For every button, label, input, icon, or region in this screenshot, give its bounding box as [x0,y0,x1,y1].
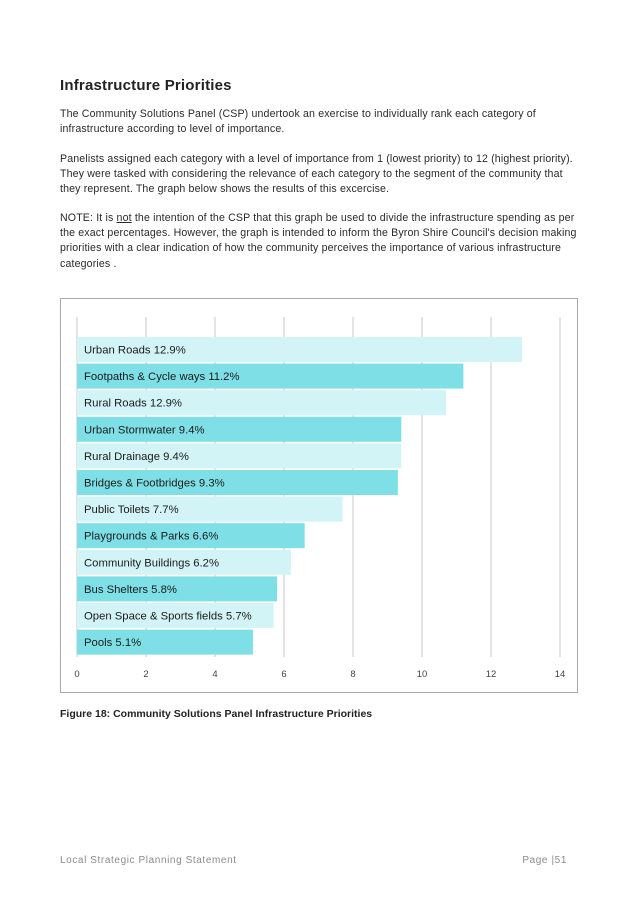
bar-label: Bridges & Footbridges 9.3% [84,477,225,490]
bar-label: Pools 5.1% [84,637,142,650]
bar-label: Public Toilets 7.7% [84,504,179,517]
bar-label: Playgrounds & Parks 6.6% [84,530,219,543]
section-heading: Infrastructure Priorities [60,77,232,94]
x-tick-label: 4 [212,669,218,680]
note-emphasis: not [116,212,132,224]
note-suffix: the intention of the CSP that this graph be used to divide the infrastructure spending as per the exact percentages. However, the graph is intended to inform the Byron Shire Council's decision making priorities with a clear indication of how the community perceives the importance of various infrastructure categories . [60,212,577,270]
x-tick-label: 8 [350,669,356,680]
bar-label: Rural Roads 12.9% [84,397,182,410]
bar-label: Urban Roads 12.9% [84,344,186,357]
priorities-chart-svg [61,299,577,692]
bar-label: Community Buildings 6.2% [84,557,219,570]
x-tick-label: 12 [485,669,497,680]
intro-paragraph: The Community Solutions Panel (CSP) undertook an exercise to individually rank each category of infrastructure according to level of importance. [60,108,536,136]
bar-label: Bus Shelters 5.8% [84,583,177,596]
priorities-chart [60,298,578,693]
bar-label: Open Space & Sports fields 5.7% [84,610,252,623]
footer-document-title: Local Strategic Planning Statement [60,855,237,866]
footer-page-number: Page |51 [522,855,567,866]
bar-label: Footpaths & Cycle ways 11.2% [84,371,240,384]
bar-label: Urban Stormwater 9.4% [84,424,205,437]
bar-label: Rural Drainage 9.4% [84,450,189,463]
note-paragraph [60,211,580,272]
x-tick-label: 10 [416,669,428,680]
x-tick-label: 0 [74,669,80,680]
x-tick-label: 14 [554,669,566,680]
x-tick-label: 6 [281,669,287,680]
figure-caption: Figure 18: Community Solutions Panel Infrastructure Priorities [60,708,373,720]
note-prefix: NOTE: It is [60,212,117,224]
x-tick-label: 2 [143,669,149,680]
method-paragraph: Panelists assigned each category with a level of importance from 1 (lowest priority) to 12 (highest priority). They were tasked with considering the relevance of each category to the segment of the community that they represent. The graph below shows the results of this excercise. [60,153,573,196]
